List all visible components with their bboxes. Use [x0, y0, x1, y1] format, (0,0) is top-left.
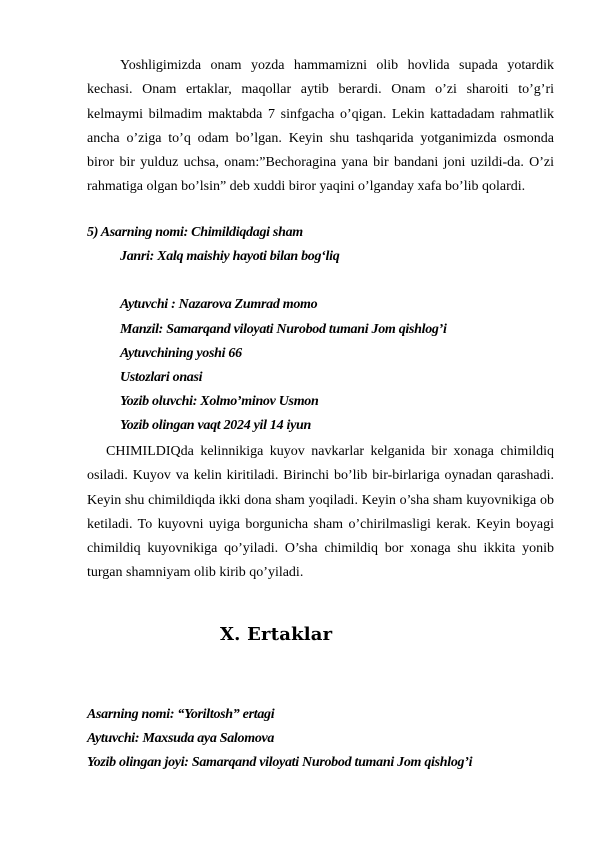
entry5-address: Manzil: Samarqand viloyati Nurobod tumani Jom qishlog’i [120, 322, 447, 337]
paragraph-chimildiq-story: CHIMILDIQda kelinnikiga kuyov navkarlar kelganida bir xonaga chimildiq osiladi. Kuyov va kelin kiritiladi. Birinchi bo’lib bir-birlariga oynadan qarashadi. Keyin shu chimildiqda ikki dona sham yoqiladi. Keyin o’sha sham kuyovnikiga ob ketiladi. To kuyovni uyiga borgunicha sham o’chirilmasligi kerak. Keyin boyagi chimildiq kuyovnikiga qo’yiladi. O’sha chimildiq bor xonaga shu ikkita yonib turgan shamniyam olib kirib qo’yiladi. [87, 444, 554, 581]
entry5-title: 5) Asarning nomi: Chimildiqdagi sham [87, 225, 303, 240]
entry5-narrator-age: Aytuvchining yoshi 66 [120, 346, 242, 361]
paragraph-childhood-memory: Yoshligimizda onam yozda hammamizni olib hovlida supada yotardik kechasi. Onam ertaklar, maqollar aytib berardi. Onam o’zi sharoiti to’g’ri kelmaymi bilmadim maktabda 7 sinfgacha o’qigan. Lekin kattadadam rahmatlik ancha o’ziga to’q odam bo’lgan. Keyin shu tashqarida yotganimizda osmonda biror bir yulduz uchsa, onam:”Bechoragina yana bir bandani joni uzildi-da. O’zi rahmatiga olgan bo’lsin” deb xuddi biror yaqini o’lganday xafa bo’lib qolardi. [87, 58, 554, 195]
entry5-teacher: Ustozlari onasi [120, 370, 203, 385]
entry5-recorder: Yozib oluvchi: Xolmo’minov Usmon [120, 394, 319, 409]
entry5-narrator: Aytuvchi : Nazarova Zumrad momo [120, 297, 318, 312]
entry-next-title: Asarning nomi: “Yoriltosh” ertagi [87, 707, 275, 722]
entry5-genre: Janri: Xalq maishiy hayoti bilan bog‘liq [120, 249, 340, 264]
entry-next-narrator: Aytuvchi: Maxsuda aya Salomova [87, 731, 275, 746]
entry-next-place: Yozib olingan joyi: Samarqand viloyati Nurobod tumani Jom qishlog’i [87, 755, 473, 770]
section-heading: X. Ertaklar [220, 624, 333, 645]
entry5-date: Yozib olingan vaqt 2024 yil 14 iyun [120, 418, 311, 433]
